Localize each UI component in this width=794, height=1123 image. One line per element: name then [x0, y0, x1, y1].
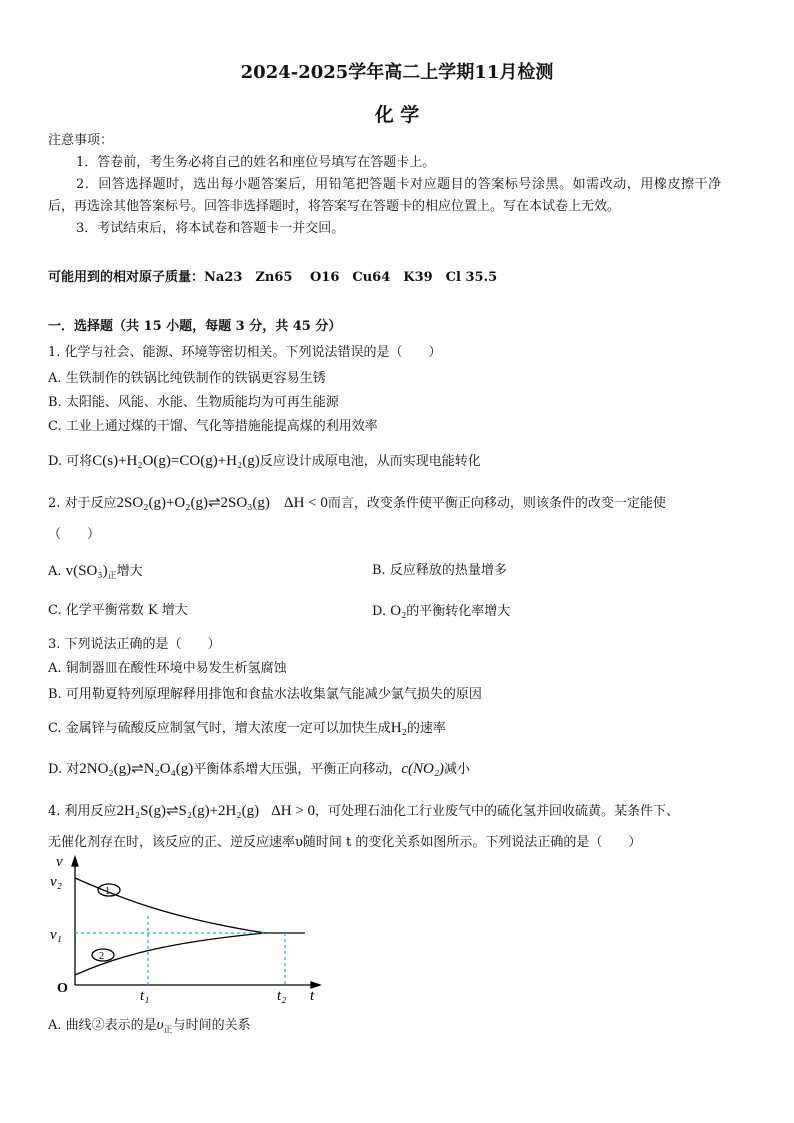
formula: C(s)+H₂O(g)=CO(g)+H₂(g) — [92, 453, 260, 469]
v2-label: v₂ — [50, 874, 62, 890]
curve-1 — [75, 878, 265, 933]
q2-option-c: C. 化学平衡常数 K 增大 — [48, 603, 188, 618]
section-title: 一．选择题（共 15 小题，每题 3 分，共 45 分） — [48, 319, 342, 334]
origin-label: O — [57, 981, 68, 996]
q4-option-a — [48, 1016, 251, 1040]
formula: O₂ — [390, 603, 407, 619]
q1-option-c: C. 工业上通过煤的干馏、气化等措施能提高煤的利用效率 — [48, 419, 378, 434]
q4-stem-line2: 无催化剂存在时，该反应的正、逆反应速率υ随时间 t 的变化关系如图所示。下列说法正确的是（ ） — [48, 835, 642, 850]
q1-stem: 1. 化学与社会、能源、环境等密切相关。下列说法错误的是（ ） — [48, 345, 442, 360]
notice-item: 后，再选涂其他答案标号。回答非选择题时，将答案写在答题卡的相应位置上。写在本试卷上无效。 — [48, 199, 621, 214]
text: ，可处理石油化工行业废气中的硫化氢并回收硫黄。某条件下、 — [315, 804, 680, 819]
page-title: 2024-2025学年高二上学期11月检测 — [240, 62, 554, 83]
text: 反应设计成原电池，从而实现电能转化 — [259, 454, 481, 469]
formula: υ — [156, 1017, 164, 1033]
q3-option-b: B. 可用勒夏特列原理解释用排饱和食盐水法收集氯气能减少氯气损失的原因 — [48, 687, 482, 702]
text: D. — [372, 604, 387, 619]
atomic-mass-label: 可能用到的相对原子质量： — [48, 270, 205, 285]
enthalpy: ΔH > 0 — [271, 803, 316, 819]
formula: v(SO₃) — [65, 563, 108, 579]
text: 4. 利用反应 — [48, 804, 117, 819]
subject-title: 化 学 — [374, 104, 420, 126]
x-axis-label: t — [310, 988, 315, 1004]
text: 平衡体系增大压强，平衡正向移动， — [193, 762, 402, 777]
formula: c(NO₂) — [401, 761, 445, 777]
text: 增大 — [116, 564, 143, 579]
text: D. 对 — [48, 762, 80, 777]
formula: 2H₂S(g)⇌S₂(g)+2H₂(g) — [116, 803, 260, 819]
v-axis-arrow — [72, 857, 78, 866]
formula: 2SO₂(g)+O₂(g)⇌2SO₃(g) — [116, 495, 270, 511]
q1-option-a: A. 生铁制作的铁锅比纯铁制作的铁锅更容易生锈 — [48, 371, 326, 386]
q1-option-b: B. 太阳能、风能、水能、生物质能均为可再生能源 — [48, 395, 339, 410]
text: 与时间的关系 — [172, 1018, 251, 1033]
v1-label: v₁ — [50, 927, 62, 943]
y-axis-label: v — [56, 854, 63, 870]
formula: 2NO₂(g)⇌N₂O₄(g) — [79, 761, 194, 777]
q2-paren: （ ） — [48, 527, 101, 542]
text: D. 可将 — [48, 454, 93, 469]
text: 而言，改变条件使平衡正向移动，则该条件的改变一定能使 — [327, 496, 666, 511]
text: 2. 对于反应 — [48, 496, 117, 511]
curve-1-label: 1 — [105, 886, 110, 897]
notice-item: 1．答卷前，考生务必将自己的姓名和座位号填写在答题卡上。 — [76, 155, 436, 170]
text: 减小 — [444, 762, 471, 777]
enthalpy: ΔH < 0 — [283, 495, 328, 511]
t1-label: t₁ — [140, 988, 150, 1004]
notice-item: 2．回答选择题时，选出每小题答案后，用铅笔把答题卡对应题目的答案标号涂黑。如需改动，用橡皮擦干净 — [76, 177, 722, 192]
text: 的速率 — [406, 721, 446, 736]
formula: H₂ — [390, 720, 407, 736]
t2-label: t₂ — [277, 988, 287, 1004]
q3-option-a: A. 铜制器皿在酸性环境中易发生析氢腐蚀 — [48, 661, 287, 676]
q3-stem: 3. 下列说法正确的是（ ） — [48, 637, 221, 652]
notice-heading: 注意事项： — [48, 133, 114, 148]
text: C. 金属锌与硫酸反应制氢气时，增大浓度一定可以加快生成 — [48, 721, 391, 736]
text: A. 曲线②表示的是 — [48, 1018, 157, 1033]
text: A. — [48, 564, 62, 579]
subscript: 正 — [107, 571, 117, 582]
q2-option-b: B. 反应释放的热量增多 — [372, 563, 507, 578]
subscript: 正 — [163, 1025, 173, 1036]
notice-item: 3．考试结束后，将本试卷和答题卡一并交回。 — [76, 221, 345, 236]
text: 的平衡转化率增大 — [406, 604, 511, 619]
atomic-mass-values: Na23 Zn65 O16 Cu64 K39 Cl 35.5 — [204, 270, 498, 285]
curve-2-label: 2 — [99, 951, 104, 962]
